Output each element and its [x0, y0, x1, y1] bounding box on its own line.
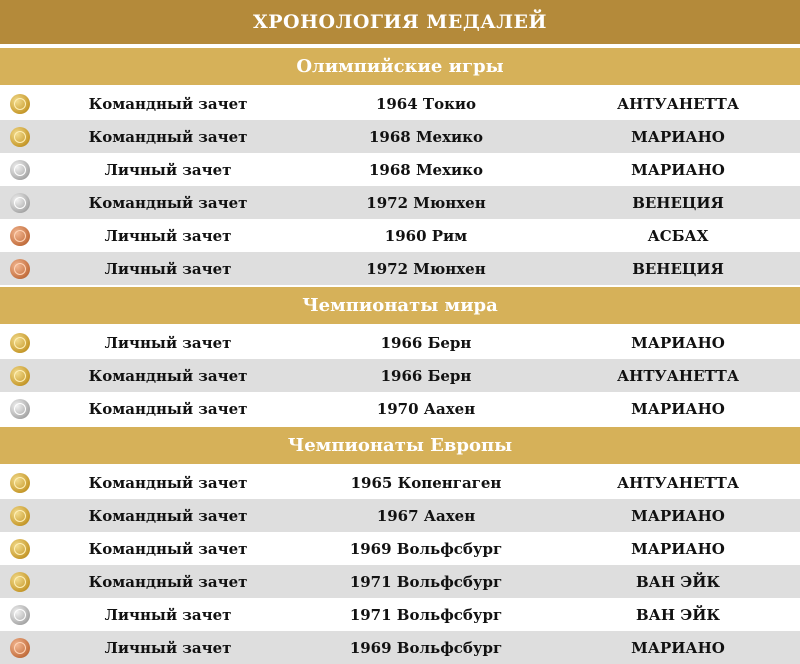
medal-cell: [0, 539, 40, 559]
bronze-medal-icon: [10, 259, 30, 279]
games-cell: 1966 Берн: [380, 366, 472, 385]
table-row: [0, 120, 800, 153]
table-row: [0, 87, 800, 120]
section-header: Олимпийские игры: [0, 46, 800, 87]
medal-cell: [0, 366, 40, 386]
medal-cell: [0, 572, 40, 592]
horse-cell: МАРИАНО: [631, 539, 725, 558]
sections-container: [0, 46, 800, 664]
horse-cell: МАРИАНО: [631, 333, 725, 352]
silver-medal-icon: [10, 160, 30, 180]
medal-cell: [0, 127, 40, 147]
horse-cell: МАРИАНО: [631, 399, 725, 418]
silver-medal-icon: [10, 193, 30, 213]
games-cell: 1971 Вольфсбург: [349, 572, 503, 591]
horse-cell: ВАН ЭЙК: [635, 605, 721, 624]
event-cell: Командный зачет: [88, 94, 248, 113]
games-cell: 1970 Аахен: [376, 399, 476, 418]
silver-medal-icon: [10, 399, 30, 419]
medal-cell: [0, 333, 40, 353]
section-header: Чемпионаты мира: [0, 285, 800, 326]
table-row: [0, 532, 800, 565]
bronze-medal-icon: [10, 638, 30, 658]
games-cell: 1968 Мехико: [368, 127, 484, 146]
table-row: [0, 499, 800, 532]
event-cell: Личный зачет: [104, 160, 232, 179]
games-cell: 1969 Вольфсбург: [349, 539, 503, 558]
table-row: [0, 186, 800, 219]
table-row: [0, 631, 800, 664]
event-cell: Личный зачет: [104, 333, 232, 352]
games-cell: 1971 Вольфсбург: [349, 605, 503, 624]
games-cell: 1960 Рим: [384, 226, 468, 245]
table-row: [0, 219, 800, 252]
gold-medal-icon: [10, 473, 30, 493]
medal-cell: [0, 193, 40, 213]
medal-cell: [0, 473, 40, 493]
gold-medal-icon: [10, 539, 30, 559]
medal-cell: [0, 259, 40, 279]
section-header: Чемпионаты Европы: [0, 425, 800, 466]
event-cell: Личный зачет: [104, 638, 232, 657]
horse-cell: МАРИАНО: [631, 160, 725, 179]
table-title: ХРОНОЛОГИЯ МЕДАЛЕЙ: [0, 0, 800, 46]
games-cell: 1965 Копенгаген: [350, 473, 502, 492]
horse-cell: АСБАХ: [647, 226, 709, 245]
table-row: [0, 565, 800, 598]
event-cell: Личный зачет: [104, 226, 232, 245]
medal-cell: [0, 94, 40, 114]
games-cell: 1966 Берн: [380, 333, 472, 352]
event-cell: Командный зачет: [88, 127, 248, 146]
event-cell: Командный зачет: [88, 366, 248, 385]
games-cell: 1972 Мюнхен: [366, 259, 486, 278]
horse-cell: АНТУАНЕТТА: [616, 473, 740, 492]
gold-medal-icon: [10, 127, 30, 147]
horse-cell: ВАН ЭЙК: [635, 572, 721, 591]
event-cell: Командный зачет: [88, 473, 248, 492]
horse-cell: МАРИАНО: [631, 127, 725, 146]
medal-cell: [0, 399, 40, 419]
table-row: [0, 392, 800, 425]
gold-medal-icon: [10, 94, 30, 114]
event-cell: Командный зачет: [88, 193, 248, 212]
medal-cell: [0, 160, 40, 180]
event-cell: Командный зачет: [88, 539, 248, 558]
gold-medal-icon: [10, 506, 30, 526]
horse-cell: ВЕНЕЦИЯ: [632, 259, 724, 278]
horse-cell: МАРИАНО: [631, 638, 725, 657]
games-cell: 1969 Вольфсбург: [349, 638, 503, 657]
table-row: [0, 359, 800, 392]
gold-medal-icon: [10, 366, 30, 386]
games-cell: 1968 Мехико: [368, 160, 484, 179]
horse-cell: ВЕНЕЦИЯ: [632, 193, 724, 212]
games-cell: 1964 Токио: [375, 94, 477, 113]
event-cell: Командный зачет: [88, 506, 248, 525]
gold-medal-icon: [10, 333, 30, 353]
table-row: [0, 252, 800, 285]
bronze-medal-icon: [10, 226, 30, 246]
horse-cell: АНТУАНЕТТА: [616, 94, 740, 113]
medal-cell: [0, 226, 40, 246]
table-row: [0, 598, 800, 631]
event-cell: Командный зачет: [88, 572, 248, 591]
medal-cell: [0, 605, 40, 625]
table-row: [0, 153, 800, 186]
event-cell: Командный зачет: [88, 399, 248, 418]
games-cell: 1967 Аахен: [376, 506, 476, 525]
event-cell: Личный зачет: [104, 259, 232, 278]
medal-cell: [0, 506, 40, 526]
gold-medal-icon: [10, 572, 30, 592]
horse-cell: МАРИАНО: [631, 506, 725, 525]
silver-medal-icon: [10, 605, 30, 625]
medal-cell: [0, 638, 40, 658]
table-row: [0, 326, 800, 359]
horse-cell: АНТУАНЕТТА: [616, 366, 740, 385]
event-cell: Личный зачет: [104, 605, 232, 624]
table-row: [0, 466, 800, 499]
games-cell: 1972 Мюнхен: [366, 193, 486, 212]
